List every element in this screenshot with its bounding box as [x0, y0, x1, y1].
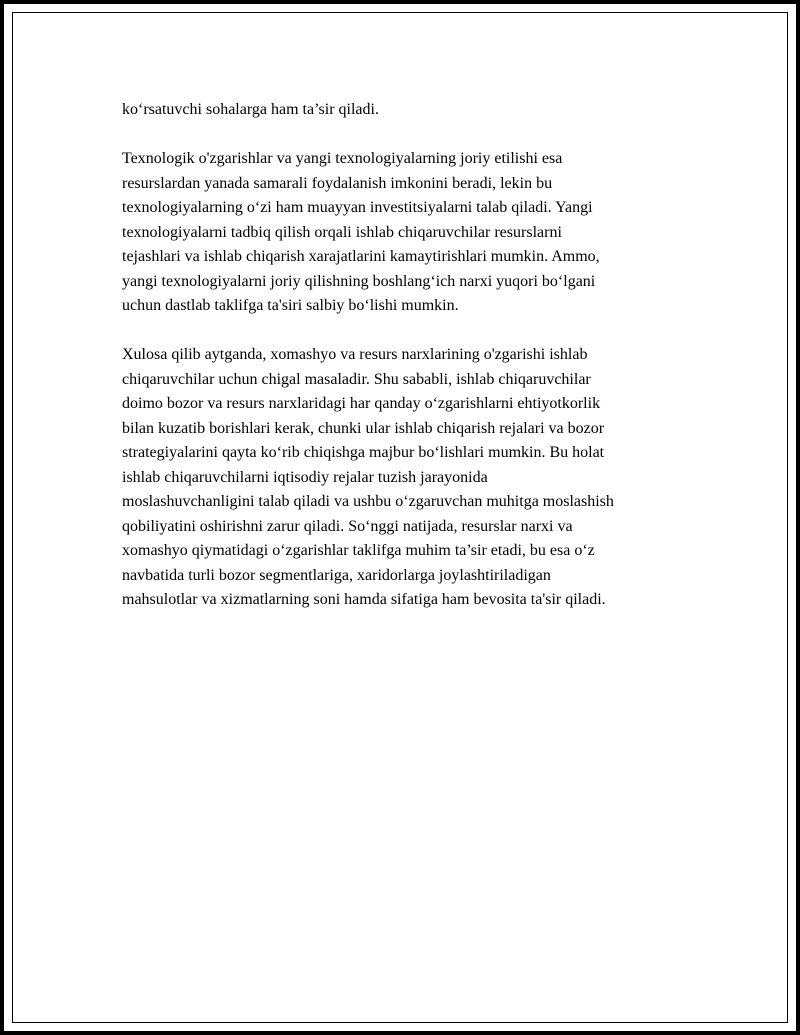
paragraph-2: Texnologik o'zgarishlar va yangi texnologiyalarning joriy etilishi esa resurslardan yanada samarali foydalanish imkonini beradi, lekin bu texnologiyalarning o‘zi ham muayyan investitsiyalarni talab qiladi. Yangi texnologiyalarni tadbiq qilish orqali ishlab chiqaruvchilar resurslarni tejashlari va ishlab chiqarish xarajatlarini kamaytirishlari mumkin. Ammo, yangi texnologiyalarni joriy qilishning boshlang‘ich narxi yuqori bo‘lgani uchun dastlab taklifga ta'siri salbiy bo‘lishi mumkin. — [122, 150, 600, 314]
paragraph-1: ko‘rsatuvchi sohalarga ham ta’sir qiladi. — [122, 101, 379, 118]
paragraph-3: Xulosa qilib aytganda, xomashyo va resurs narxlarining o'zgarishi ishlab chiqaruvchilar uchun chigal masaladir. Shu sababli, ishlab chiqaruvchilar doimo bozor va resurs narxlaridagi har qanday o‘zgarishlarni ehtiyotkorlik bilan kuzatib borishlari kerak, chunki ular ishlab chiqarish rejalari va bozor strategiyalarini qayta ko‘rib chiqishga majbur bo‘lishlari mumkin. Bu holat ishlab chiqaruvchilarni iqtisodiy rejalar tuzish jarayonida moslashuvchanligini talab qiladi va ushbu o‘zgaruvchan muhitga moslashish qobiliyatini oshirishni zarur qiladi. So‘nggi natijada, resurslar narxi va xomashyo qiymatidagi o‘zgarishlar taklifga muhim ta’sir etadi, bu esa o‘z navbatida turli bozor segmentlariga, xaridorlarga joylashtiriladigan mahsulotlar va xizmatlarning soni hamda sifatiga ham bevosita ta'sir qiladi. — [122, 346, 614, 608]
document-body — [122, 98, 722, 637]
